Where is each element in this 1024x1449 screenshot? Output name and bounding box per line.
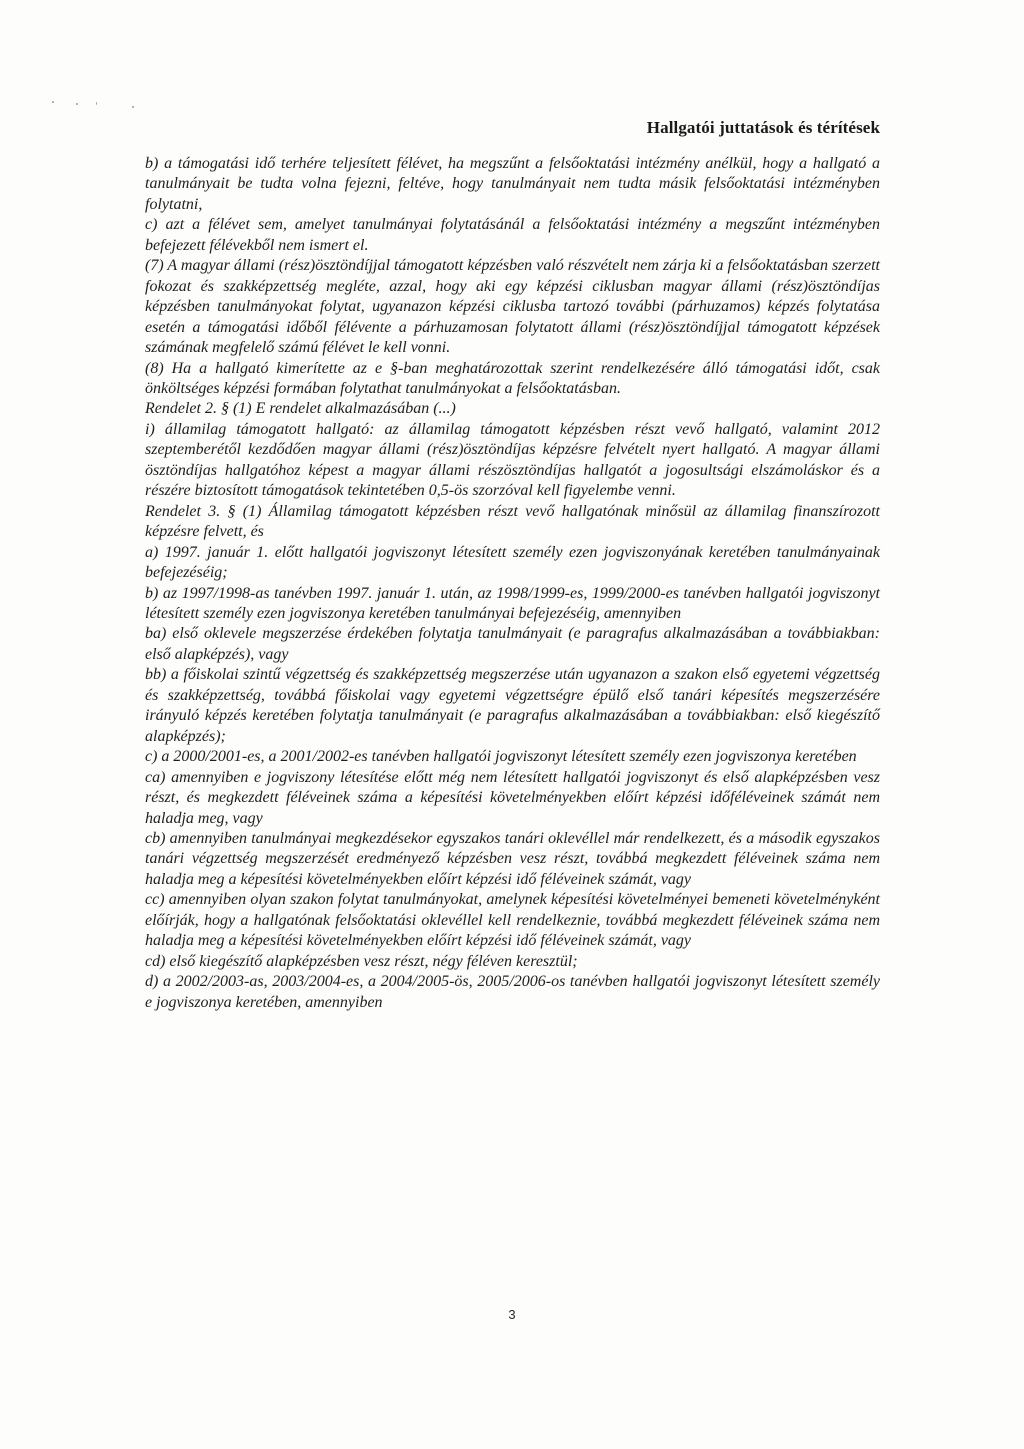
paragraph-b: b) az 1997/1998-as tanévben 1997. január 1. után, az 1998/1999-es, 1999/2000-es tanévben hallgatói jogviszonyt létesített személy ezen jogviszonya keretében tanulmányai befejezéséig, amennyiben — [145, 584, 880, 622]
paragraph-cb: cb) amennyiben tanulmányai megkezdésekor egyszakos tanári oklevéllel már rendelkezett, és a második egyszakos tanári végzettség megszerzését eredményező képzésben vesz részt, továbbá megkezdett féléveinek száma nem haladja meg a képesítési követelményekben előírt képzési idő féléveinek számát, vagy — [145, 829, 880, 888]
page-number: 3 — [508, 1307, 516, 1322]
paragraph-8: (8) Ha a hallgató kimerítette az e §-ban meghatározottak szerint rendelkezésére álló támogatási időt, csak önköltséges képzési formában folytathat tanulmányokat a felsőoktatásban. — [145, 359, 880, 397]
paragraph-rendelet-3: Rendelet 3. § (1) Államilag támogatott képzésben részt vevő hallgatónak minősül az államilag finanszírozott képzésre felvett, és — [145, 502, 880, 541]
paragraph-d: d) a 2002/2003-as, 2003/2004-es, a 2004/2005-ös, 2005/2006-os tanévben hallgatói jogviszonyt létesített személy e jogviszonya keretében, amennyiben — [145, 973, 880, 1011]
paragraph-c: c) a 2000/2001-es, a 2001/2002-es tanévben hallgatói jogviszonyt létesített személy ezen jogviszonya keretében — [145, 748, 857, 766]
paragraph-rendelet-2: Rendelet 2. § (1) E rendelet alkalmazásában (...) — [145, 400, 456, 418]
running-header: Hallgatói juttatások és térítések — [646, 118, 880, 137]
document-body — [145, 154, 880, 1013]
paragraph-cd: cd) első kiegészítő alapképzésben vesz részt, négy féléven keresztül; — [145, 952, 578, 970]
paragraph-a: a) 1997. január 1. előtt hallgatói jogviszonyt létesített személy ezen jogviszonyának keretében tanulmányainak befejezéséig; — [145, 543, 880, 582]
scan-speckles — [52, 95, 152, 115]
paragraph-ba: ba) első oklevele megszerzése érdekében folytatja tanulmányait (e paragrafus alkalmazásában a továbbiakban: első alapképzés), vagy — [145, 625, 880, 663]
paragraph-ca: ca) amennyiben e jogviszony létesítése előtt még nem létesített hallgatói jogviszonyt és első alapképzésben vesz részt, és megkezdett féléveinek száma a képesítési követelményekben előírt képzési időféléveinek számát nem haladja meg, vagy — [145, 768, 880, 827]
paragraph-b-idezett: b) a támogatási idő terhére teljesített félévet, ha megszűnt a felsőoktatási intézmény anélkül, hogy a hallgató a tanulmányait be tudta volna fejezni, feltéve, hogy tanulmányait nem tudta másik felsőoktatási intézményben folytatni, — [145, 155, 880, 213]
paragraph-c-idezett: c) azt a félévet sem, amelyet tanulmányai folytatásánál a felsőoktatási intézmény a megszűnt intézményben befejezett félévekből nem ismert el. — [145, 216, 880, 254]
paragraph-cc: cc) amennyiben olyan szakon folytat tanulmányokat, amelynek képesítési követelményei bemeneti követelményként előírják, hogy a hallgatónak felsőoktatási oklevéllel kell rendelkeznie, továbbá megkezdett féléveinek száma nem haladja meg a képesítési követelményekben előírt képzési idő féléveinek számát, vagy — [145, 891, 880, 950]
paragraph-7: (7) A magyar állami (rész)ösztöndíjjal támogatott képzésben való részvételt nem zárja ki a felsőoktatásban szerzett fokozat és szakképzettség megléte, azzal, hogy aki egy képzési ciklusban magyar állami (rész)ösztöndíjas képzésben tanulmányokat folytat, ugyanazon képzési ciklusba tartozó további (párhuzamos) képzés folytatása esetén a támogatási időből félévente a párhuzamosan folytatott állami (rész)ösztöndíjjal támogatott képzések számának megfelelő számú félévet le kell vonni. — [145, 257, 880, 357]
paragraph-i: i) államilag támogatott hallgató: az államilag támogatott képzésben részt vevő hallgató, valamint 2012 szeptemberétől kezdődően magyar állami (rész)ösztöndíjas képzésre felvételt nyert hallgató. A magyar állami ösztöndíjas hallgatóhoz képest a magyar állami részösztöndíjas hallgatót a jogosultsági elszámoláskor és a részére biztosított támogatások tekintetében 0,5-ös szorzóval kell figyelembe venni. — [145, 420, 880, 500]
paragraph-bb: bb) a főiskolai szintű végzettség és szakképzettség megszerzése után ugyanazon a szakon első egyetemi végzettség és szakképzettség, továbbá főiskolai vagy egyetemi végzettségre épülő első tanári képesítés megszerzésére irányuló képzés keretében folytatja tanulmányait (e paragrafus alkalmazásában a továbbiakban: első kiegészítő alapképzés); — [145, 666, 880, 745]
